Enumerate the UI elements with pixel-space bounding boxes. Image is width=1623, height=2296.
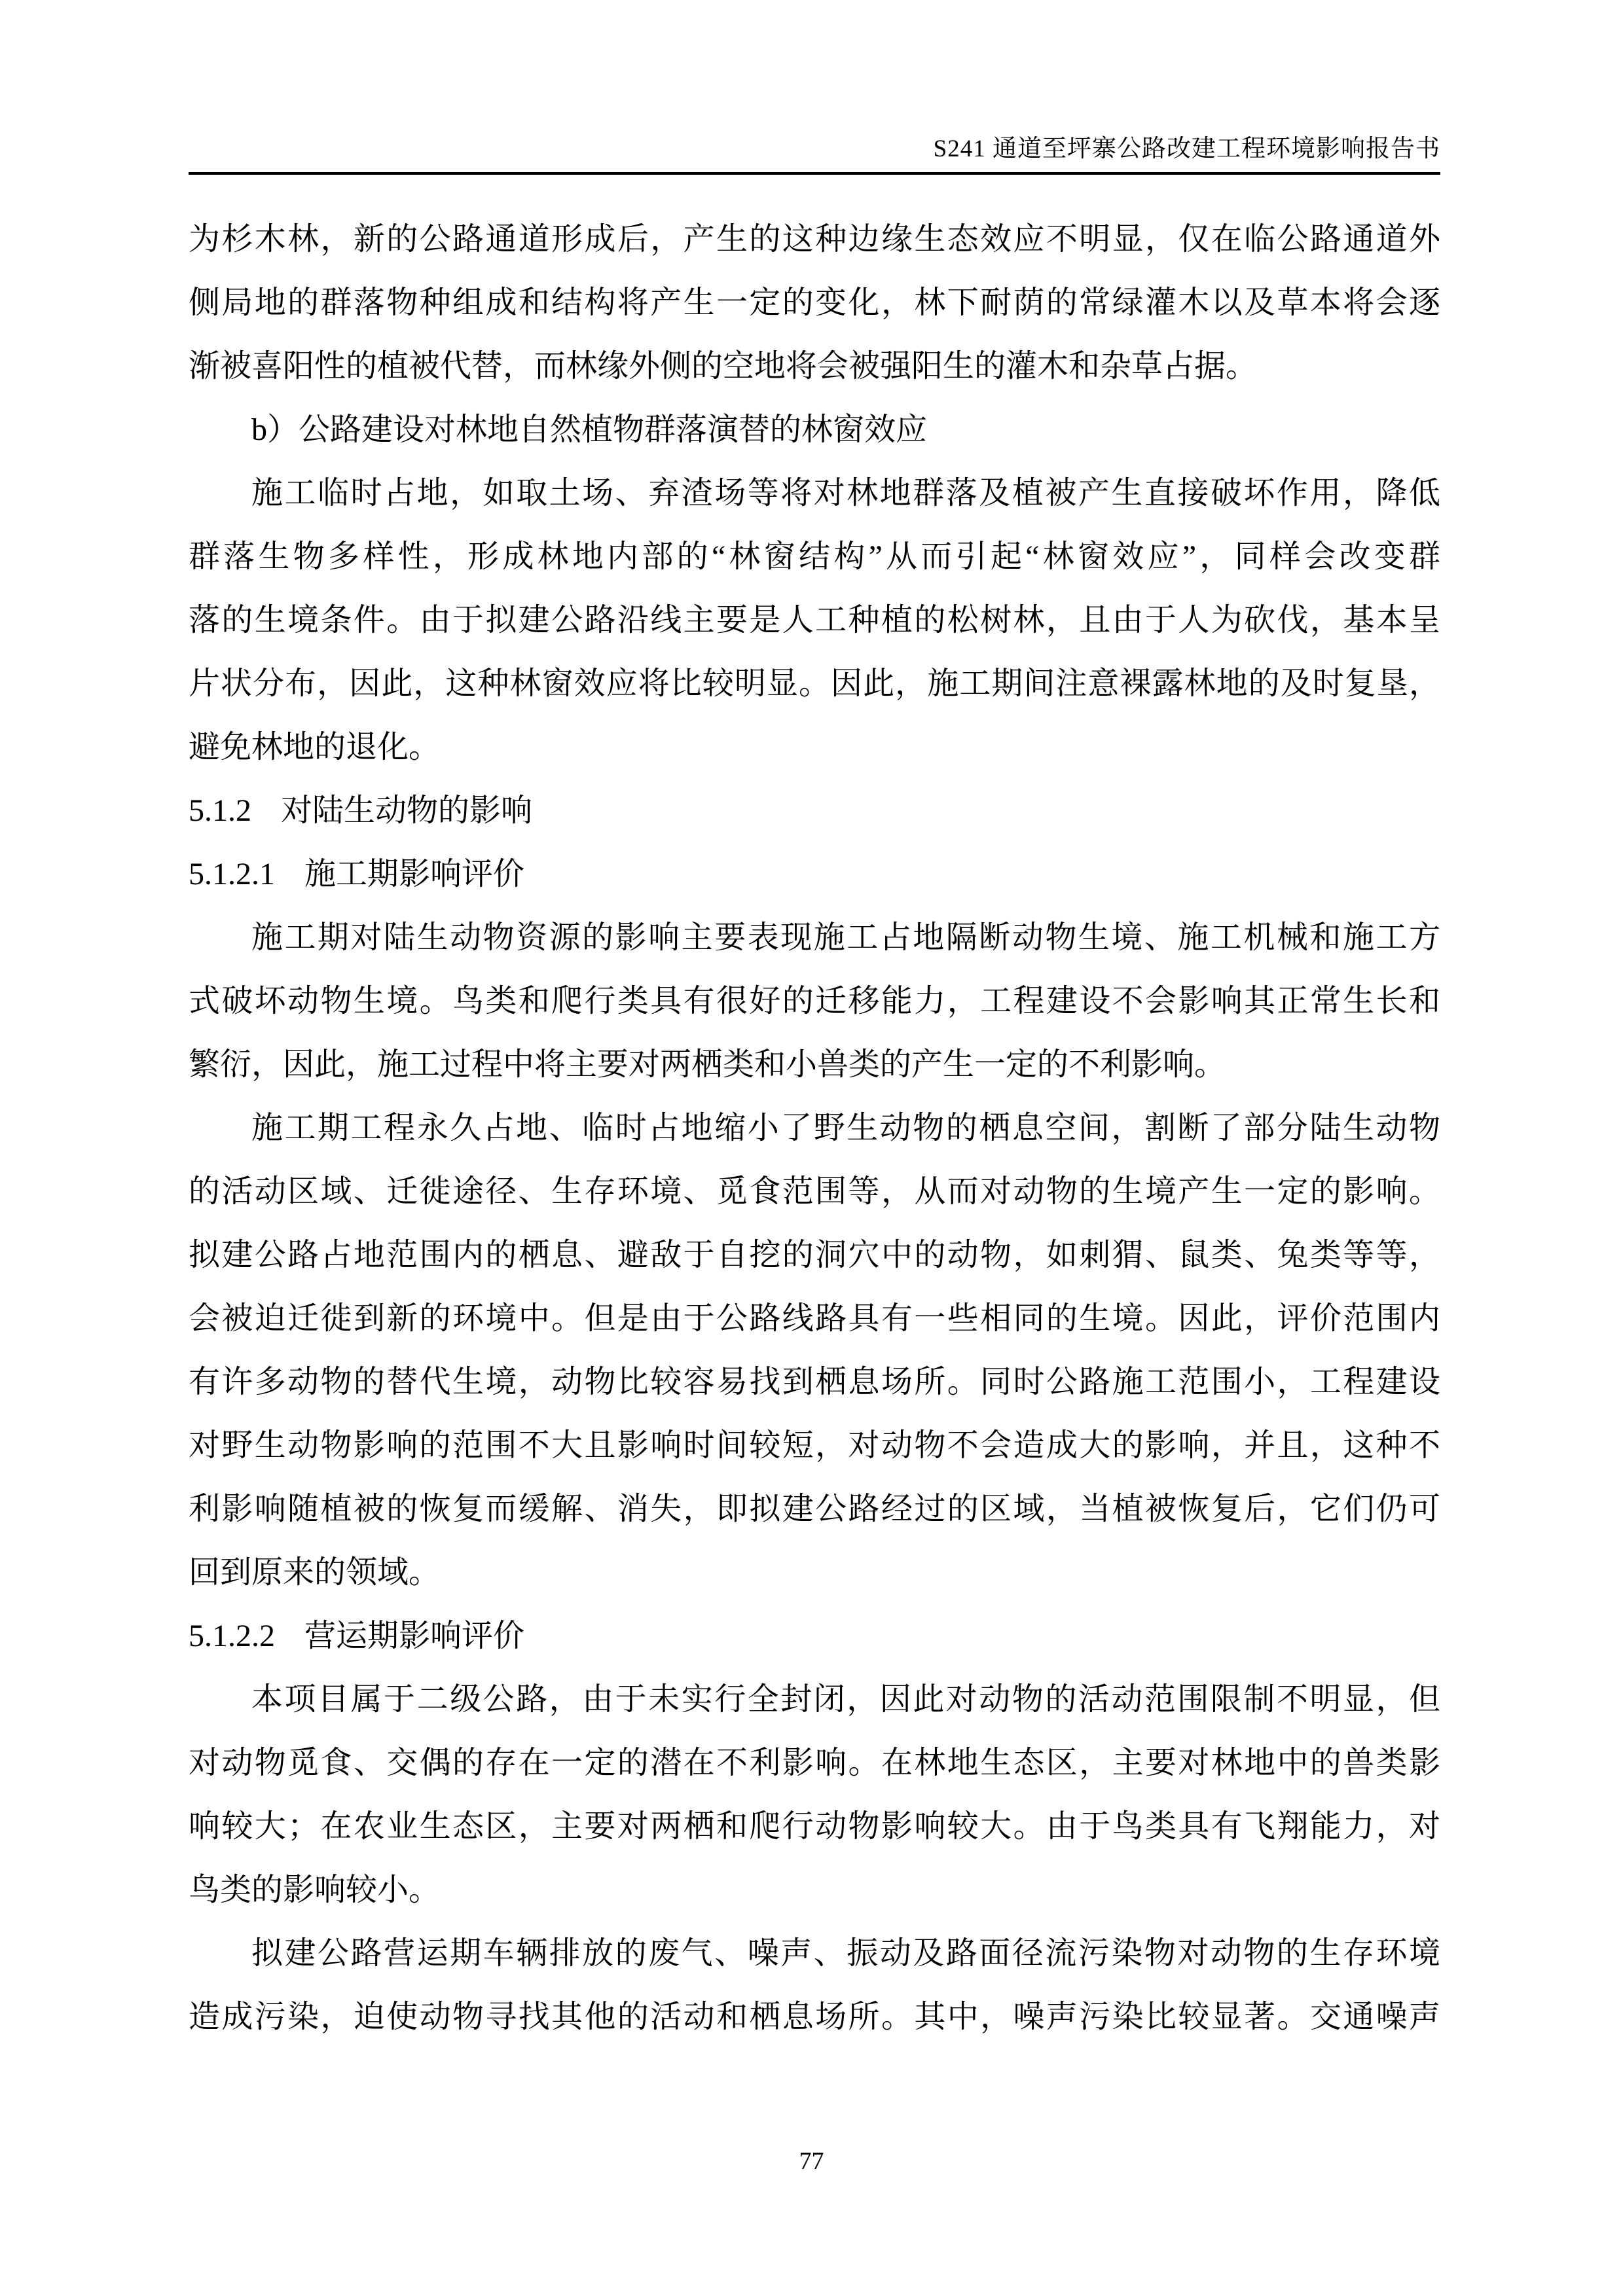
- heading-title: 营运期影响评价: [304, 1619, 525, 1653]
- text-line: 本项目属于二级公路，由于未实行全封闭，因此对动物的活动范围限制不明显，但: [251, 1682, 1440, 1717]
- text-line: 的活动区域、迁徙途径、生存环境、觅食范围等，从而对动物的生境产生一定的影响。: [189, 1174, 1440, 1209]
- text-line: 施工期对陆生动物资源的影响主要表现施工占地隔断动物生境、施工机械和施工方: [251, 920, 1440, 955]
- page-number: 77: [799, 2147, 824, 2175]
- text-line: 落的生境条件。由于拟建公路沿线主要是人工种植的松树林，且由于人为砍伐，基本呈: [189, 603, 1440, 637]
- section-heading: [189, 842, 1440, 906]
- sub-heading: b）公路建设对林地自然植物群落演替的林窗效应: [251, 412, 928, 447]
- text-line: 施工临时占地，如取土场、弃渣场等将对林地群落及植被产生直接破坏作用，降低: [251, 476, 1440, 511]
- text-line: 群落生物多样性，形成林地内部的“林窗结构”从而引起“林窗效应”，同样会改变群: [189, 539, 1440, 574]
- heading-number: 5.1.2: [189, 793, 251, 828]
- text-line: 有许多动物的替代生境，动物比较容易找到栖息场所。同时公路施工范围小，工程建设: [189, 1365, 1440, 1399]
- text-line: 造成污染，迫使动物寻找其他的活动和栖息场所。其中，噪声污染比较显著。交通噪声: [189, 2000, 1440, 2034]
- section-heading: [189, 779, 1440, 842]
- text-line: 施工期工程永久占地、临时占地缩小了野生动物的栖息空间，割断了部分陆生动物: [251, 1111, 1440, 1145]
- section-heading: [189, 1604, 1440, 1668]
- text-line: 式破坏动物生境。鸟类和爬行类具有很好的迁移能力，工程建设不会影响其正常生长和: [189, 984, 1440, 1018]
- text-line: 拟建公路营运期车辆排放的废气、噪声、振动及路面径流污染物对动物的生存环境: [251, 1936, 1440, 1971]
- text-line: 对动物觅食、交偶的存在一定的潜在不利影响。在林地生态区，主要对林地中的兽类影: [189, 1746, 1440, 1780]
- text-line: 避免林地的退化。: [189, 730, 441, 764]
- text-line: 回到原来的领域。: [189, 1555, 441, 1590]
- heading-title: 对陆生动物的影响: [281, 793, 533, 828]
- heading-number: 5.1.2.2: [189, 1619, 275, 1653]
- text-line: 片状分布，因此，这种林窗效应将比较明显。因此，施工期间注意裸露林地的及时复垦，: [189, 666, 1440, 701]
- page-header: [189, 134, 1440, 175]
- text-line: 会被迫迁徙到新的环境中。但是由于公路线路具有一些相同的生境。因此，评价范围内: [189, 1301, 1440, 1336]
- text-line: 拟建公路占地范围内的栖息、避敌于自挖的洞穴中的动物，如刺猬、鼠类、兔类等等，: [189, 1238, 1440, 1272]
- text-line: 为杉木林，新的公路通道形成后，产生的这种边缘生态效应不明显，仅在临公路通道外: [189, 222, 1440, 257]
- paragraph: [189, 207, 1440, 398]
- text-line: 繁衍，因此，施工过程中将主要对两栖类和小兽类的产生一定的不利影响。: [189, 1047, 1226, 1082]
- document-body: [189, 207, 1440, 2049]
- paragraph: [189, 461, 1440, 779]
- text-line: 侧局地的群落物种组成和结构将产生一定的变化，林下耐荫的常绿灌木以及草本将会逐: [189, 285, 1440, 320]
- text-line: 利影响随植被的恢复而缓解、消失，即拟建公路经过的区域，当植被恢复后，它们仍可: [189, 1492, 1440, 1526]
- header-title: S241 通道至坪寨公路改建工程环境影响报告书: [933, 135, 1440, 162]
- paragraph: [189, 1668, 1440, 1922]
- paragraph: [189, 1922, 1440, 2049]
- paragraph: [189, 906, 1440, 1096]
- text-line: 鸟类的影响较小。: [189, 1873, 441, 1907]
- text-line: 对野生动物影响的范围不大且影响时间较短，对动物不会造成大的影响，并且，这种不: [189, 1428, 1440, 1463]
- paragraph: [189, 1096, 1440, 1604]
- text-line: 响较大；在农业生态区，主要对两栖和爬行动物影响较大。由于鸟类具有飞翔能力，对: [189, 1809, 1440, 1844]
- text-line: 渐被喜阳性的植被代替，而林缘外侧的空地将会被强阳生的灌木和杂草占据。: [189, 349, 1258, 384]
- heading-number: 5.1.2.1: [189, 857, 275, 891]
- heading-title: 施工期影响评价: [304, 857, 525, 891]
- page-footer: [0, 2145, 1623, 2177]
